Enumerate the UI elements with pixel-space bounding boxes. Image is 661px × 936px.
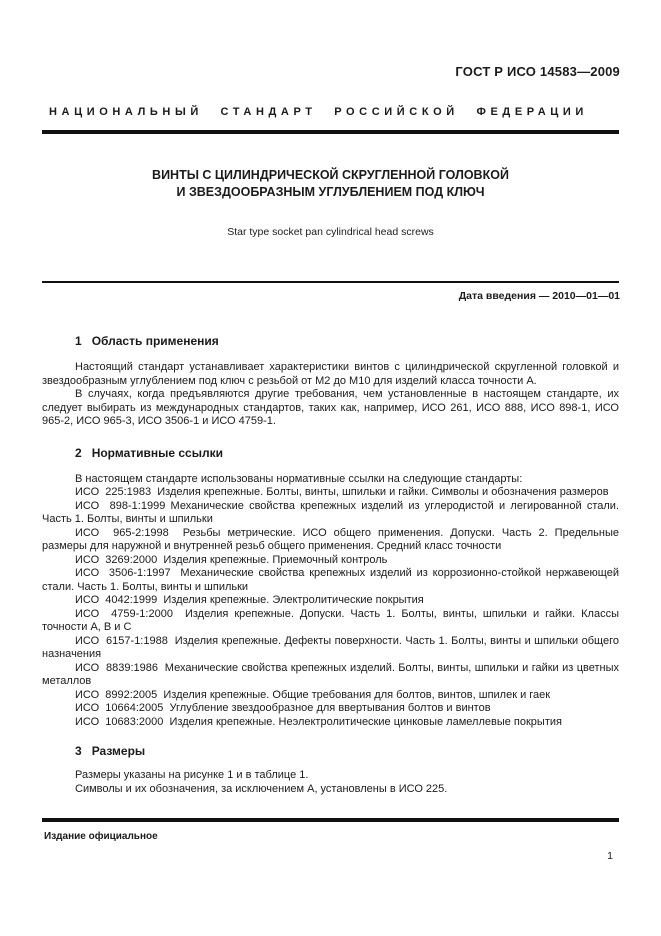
section-scope [42, 334, 619, 429]
paragraph: В настоящем стандарте использованы нормативные ссылки на следующие стандарты: [75, 472, 523, 485]
page-number: 1 [607, 850, 613, 862]
reference-item: ИСО 3269:2000 Изделия крепежные. Приемочный контроль [75, 553, 388, 566]
date-rule [42, 281, 619, 283]
section-number: 2 [75, 445, 82, 460]
section-normative-references [42, 446, 619, 730]
reference-item: ИСО 6157-1:1988 Изделия крепежные. Дефекты поверхности. Часть 1. Болты, винты и шпильки общего назначения [42, 634, 619, 660]
section-heading [42, 334, 619, 348]
national-standard-banner: НАЦИОНАЛЬНЫЙ СТАНДАРТ РОССИЙСКОЙ ФЕДЕРАЦИИ [49, 106, 588, 118]
reference-item: ИСО 10664:2005 Углубление звездообразное для ввертывания болтов и винтов [75, 702, 491, 714]
paragraph: Размеры указаны на рисунке 1 и в таблице 1. [75, 769, 309, 781]
reference-item: ИСО 8992:2005 Изделия крепежные. Общие требования для болтов, винтов, шпилек и гаек [75, 688, 551, 701]
document-title-line1: ВИНТЫ С ЦИЛИНДРИЧЕСКОЙ СКРУГЛЕННОЙ ГОЛОВКОЙ [152, 168, 509, 182]
section-heading [42, 446, 619, 460]
paragraph: В случаях, когда предъявляются другие требования, чем установленные в настоящем стандарте, их следует выбирать из международных стандартов, таких как, например, ИСО 261, ИСО 888, ИСО 898-1, ИСО 965-2, ИСО 965-3, ИСО 3506-1 и ИСО 4759-1. [42, 388, 619, 427]
section-dimensions [42, 744, 619, 796]
paragraph: Настоящий стандарт устанавливает характеристики винтов с цилиндрической скругленной головкой и звездообразным углублением под ключ с резьбой от М2 до М10 для изделий класса точности А. [42, 361, 619, 387]
reference-item: ИСО 898-1:1999 Механические свойства крепежных изделий из углеродистой и легированной стали. Часть 1. Болты, винты и шпильки [42, 499, 619, 525]
standard-code: ГОСТ Р ИСО 14583—2009 [455, 64, 620, 79]
reference-item: ИСО 4759-1:2000 Изделия крепежные. Допуски. Часть 1. Болты, винты, шпильки и гайки. Классы точности А, В и С [42, 607, 619, 633]
reference-item: ИСО 8839:1986 Механические свойства крепежных изделий. Болты, винты, шпильки и гайки из цветных металлов [42, 661, 619, 687]
section-title: Нормативные ссылки [91, 445, 223, 460]
document-title-line2: И ЗВЕЗДООБРАЗНЫМ УГЛУБЛЕНИЕМ ПОД КЛЮЧ [176, 185, 485, 199]
reference-item: ИСО 10683:2000 Изделия крепежные. Неэлектролитические цинковые ламеллевые покрытия [75, 715, 562, 728]
document-subtitle-english: Star type socket pan cylindrical head screws [227, 226, 434, 238]
paragraph: Символы и их обозначения, за исключением А, установлены в ИСО 225. [75, 782, 448, 795]
section-number: 3 [75, 744, 82, 758]
section-title: Область применения [91, 334, 219, 348]
reference-item: ИСО 225:1983 Изделия крепежные. Болты, винты, шпильки и гайки. Символы и обозначения размеров [75, 486, 609, 498]
section-title: Размеры [91, 744, 146, 758]
section-number: 1 [75, 334, 82, 348]
effective-date: Дата введения — 2010—01—01 [458, 290, 620, 302]
reference-item: ИСО 4042:1999 Изделия крепежные. Электролитические покрытия [75, 594, 424, 606]
header-rule [42, 130, 619, 134]
reference-item: ИСО 965-2:1998 Резьбы метрические. ИСО общего применения. Допуски. Часть 2. Предельные размеры для наружной и внутренней резьб общего применения. Средний класс точности [42, 526, 619, 552]
official-edition-note: Издание официальное [44, 831, 158, 842]
reference-item: ИСО 3506-1:1997 Механические свойства крепежных изделий из коррозионно-стойкой нержавеющей стали. Часть 1. Болты, винты и шпильки [42, 567, 619, 593]
section-heading [42, 744, 619, 758]
document-title [42, 167, 619, 201]
document-body [42, 334, 619, 796]
footer-rule [42, 818, 619, 822]
